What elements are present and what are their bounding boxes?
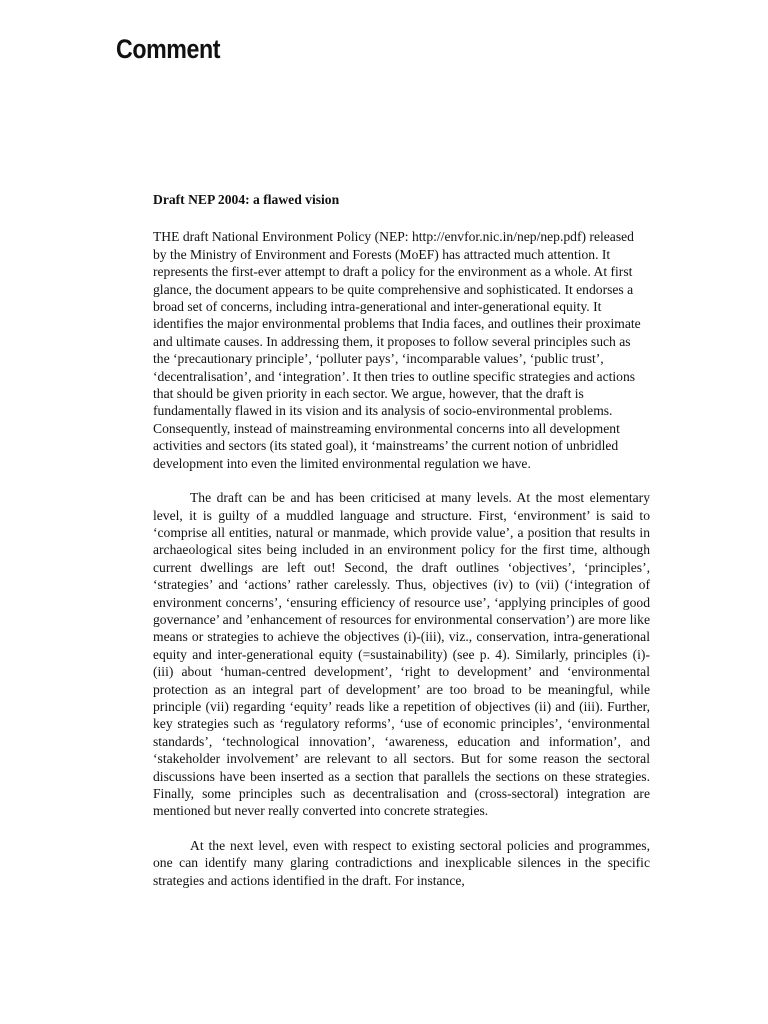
paragraph-2: The draft can be and has been criticised at many levels. At the most elementary level, it is guilty of a muddled language and structure. First, ‘environment’ is said to ‘comprise all entities, natural or manmade, which provide value’, a position that results in archaeological sites being included in an environment policy for the first time, although current dwellings are left out! Second, the draft outlines ‘objectives’, ‘principles’, ‘strategies’ and ‘actions’ rather carelessly. Thus, objectives (iv) to (vii) (‘integration of environment concerns’, ‘ensuring efficiency of resource use’, ‘applying principles of good governance’ and ’enhancement of resources for environmental conservation’) are more like means or strategies to achieve the objectives (i)-(iii), viz., conservation, intra-generational equity and inter-generational equity (=sustainability) (see p. 4). Similarly, principles (i)-(iii) about ‘human-centred development’, ‘right to development’ and ‘environmental protection as an integral part of development’ are too broad to be meaningful, while principle (vii) regarding ‘equity’ reads like a repetition of objectives (ii) and (iii). Further, key strategies such as ‘regulatory reforms’, ‘use of economic principles’, ‘environmental standards’, ‘technological innovation’, ‘awareness, education and information’, and ‘stakeholder involvement’ are relevant to all sectors. But for some reason the sectoral discussions have been inserted as a section that parallels the sections on these strategies. Finally, some principles such as decentralisation and (cross-sectoral) integration are mentioned but never really converted into concrete strategies. (153, 490, 650, 819)
article-title: Draft NEP 2004: a flawed vision (153, 192, 340, 207)
paragraph-1: THE draft National Environment Policy (NEP: http://envfor.nic.in/nep/nep.pdf) released by the Ministry of Environment and Forests (MoEF) has attracted much attention. It represents the first-ever attempt to draft a policy for the environment as a whole. At first glance, the document appears to be quite comprehensive and sophisticated. It endorses a broad set of concerns, including intra-generational and inter-generational equity. It identifies the major environmental problems that India faces, and outlines their proximate and ultimate causes. In addressing them, it proposes to follow several principles such as the ‘precautionary principle’, ‘polluter pays’, ‘incomparable values’, ‘public trust’, ‘decentralisation’, and ‘integration’. It then tries to outline specific strategies and actions that should be given priority in each sector. We argue, however, that the draft is fundamentally flawed in its vision and its analysis of socio-environmental problems. Consequently, instead of mainstreaming environmental concerns into all development activities and sectors (its stated goal), it ‘mainstreams’ the current notion of unbridled development into even the limited environmental regulation we have. (153, 229, 641, 471)
paragraph-3: At the next level, even with respect to existing sectoral policies and programmes, one can identify many glaring contradictions and inexplicable silences in the specific strategies and actions identified in the draft. For instance, (153, 837, 650, 888)
section-heading: Comment (116, 34, 221, 64)
article-body (153, 191, 650, 906)
